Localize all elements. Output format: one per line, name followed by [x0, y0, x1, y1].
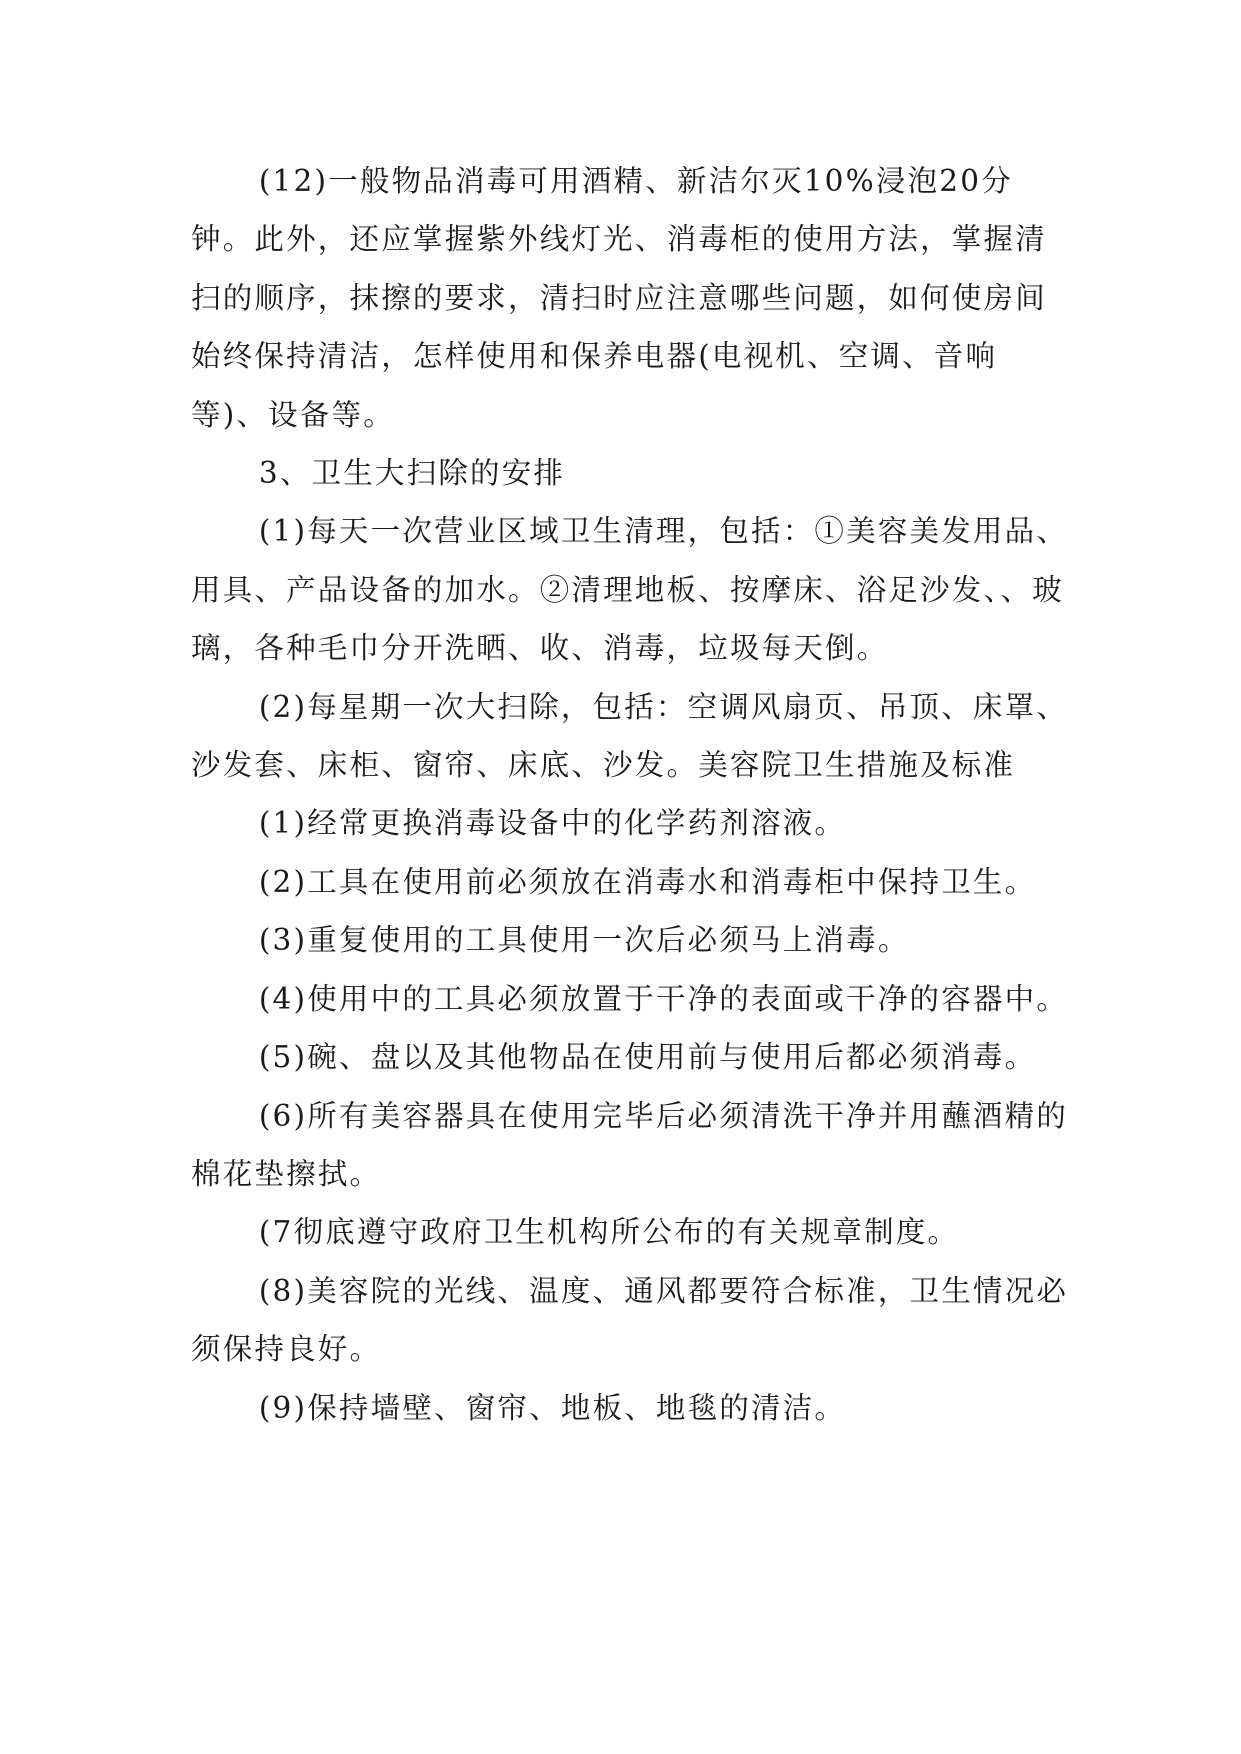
paragraph-measure-6: (6)所有美容器具在使用完毕后必须清洗干净并用蘸酒精的棉花垫擦拭。 [191, 1098, 1069, 1191]
paragraph-measure-4: (4)使用中的工具必须放置于干净的表面或干净的容器中。 [258, 981, 1069, 1016]
paragraph-measure-8: (8)美容院的光线、温度、通风都要符合标准，卫生情况必须保持良好。 [191, 1273, 1069, 1367]
paragraph-item-12: (12)一般物品消毒可用酒精、新洁尔灭10%浸泡20分钟。此外，还应掌握紫外线灯光、消毒柜的使用方法，掌握清扫的顺序，抹擦的要求，清扫时应注意哪些问题，如何使房间始终保持清洁，怎样使用和保养电器(电视机、空调、音响等)、设备等。 [191, 164, 1047, 432]
paragraph-weekly-cleaning: (2)每星期一次大扫除，包括：空调风扇页、吊顶、床罩、沙发套、床柜、窗帘、床底、沙发。美容院卫生措施及标准 [191, 689, 1069, 783]
paragraph-measure-9: (9)保持墙壁、窗帘、地板、地毯的清洁。 [258, 1390, 847, 1425]
paragraph-measure-1: (1)经常更换消毒设备中的化学药剂溶液。 [258, 806, 847, 841]
paragraph-measure-2: (2)工具在使用前必须放在消毒水和消毒柜中保持卫生。 [258, 864, 1037, 899]
paragraph-measure-7: (7彻底遵守政府卫生机构所公布的有关规章制度。 [258, 1215, 960, 1250]
body-text [191, 152, 1071, 1437]
paragraph-measure-5: (5)碗、盘以及其他物品在使用前与使用后都必须消毒。 [258, 1040, 1037, 1075]
paragraph-measure-3: (3)重复使用的工具使用一次后必须马上消毒。 [258, 923, 910, 958]
paragraph-daily-cleaning: (1)每天一次营业区域卫生清理，包括：①美容美发用品、用具、产品设备的加水。②清理地板、按摩床、浴足沙发、、玻璃，各种毛巾分开洗晒、收、消毒，垃圾每天倒。 [191, 514, 1069, 666]
section-heading-3: 3、卫生大扫除的安排 [258, 456, 566, 491]
